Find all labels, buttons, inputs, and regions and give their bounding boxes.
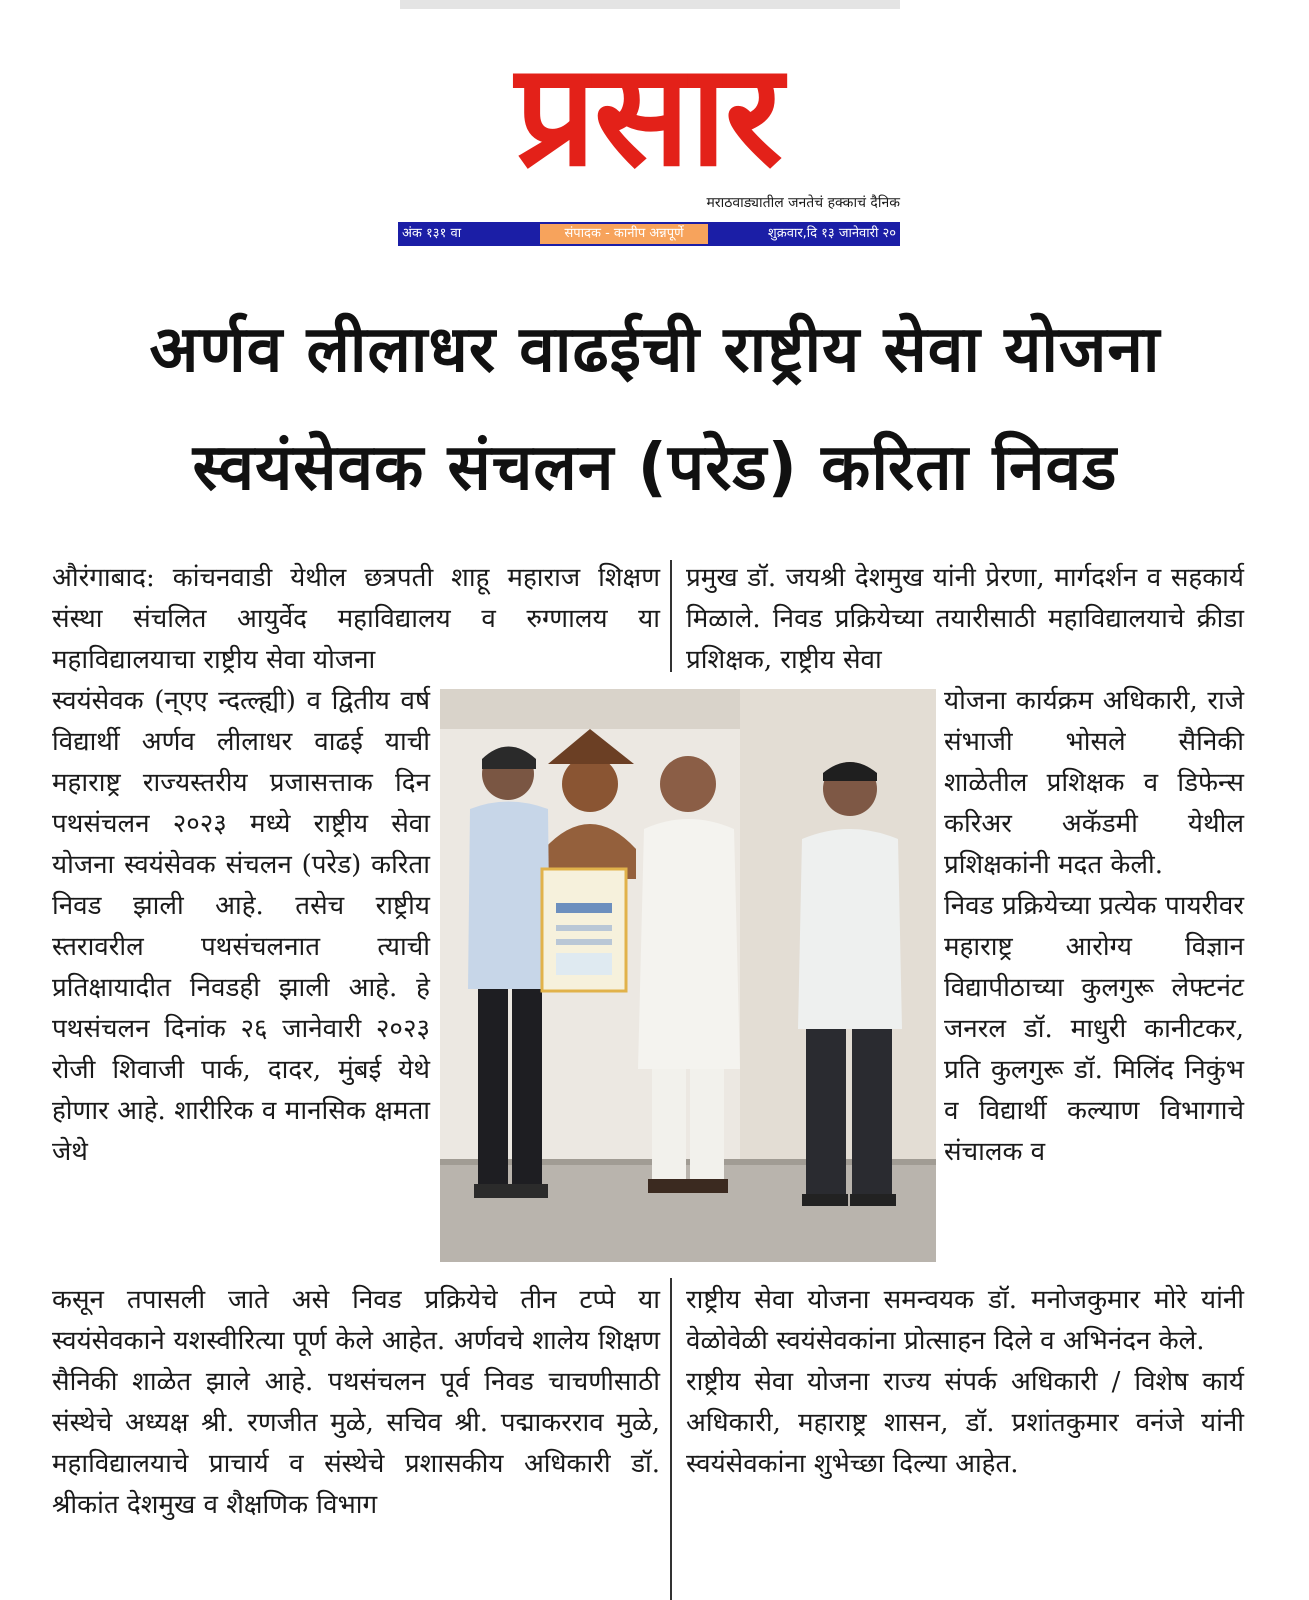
headline-line-2: स्वयंसेवक संचलन (परेड) करिता निवड	[192, 431, 1118, 505]
paragraph: निवड प्रक्रियेच्या प्रत्येक पायरीवर महाराष्ट्र आरोग्य विज्ञान विद्यापीठाच्या कुलगुरू लेफ्टनंट जनरल डॉ. माधुरी कानीटकर, प्रति कुलगुरू डॉ. मिलिंद निकुंभ व विद्यार्थी कल्याण विभागाचे संचालक व	[944, 891, 1244, 1167]
article-text-right-top	[686, 558, 1244, 681]
masthead-info-bar	[398, 222, 900, 246]
column-divider	[670, 1278, 672, 1600]
issue-number: अंक १३१ वा	[402, 226, 462, 241]
photo-illustration	[440, 689, 936, 1262]
issue-date: शुक्रवार,दि १३ जानेवारी २०	[767, 226, 896, 241]
article-text-left-top	[52, 558, 660, 681]
top-strip	[400, 0, 900, 9]
paragraph: राष्ट्रीय सेवा योजना समन्वयक डॉ. मनोजकुमार मोरे यांनी वेळोवेळी स्वयंसेवकांना प्रोत्साहन दिले व अभिनंदन केले.	[686, 1285, 1244, 1356]
article-text-left-bottom	[52, 1280, 660, 1526]
column-divider	[670, 560, 672, 672]
article-text-right-bottom	[686, 1280, 1244, 1485]
headline-line-1: अर्णव लीलाधर वाढईची राष्ट्रीय सेवा योजना	[149, 313, 1161, 387]
article-text-right-wrap	[944, 681, 1244, 1173]
paragraph: योजना कार्यक्रम अधिकारी, राजे संभाजी भोसले सैनिकी शाळेतील प्रशिक्षक व डिफेन्स करिअर अकॅडमी येथील प्रशिक्षकांनी मदत केली.	[944, 686, 1244, 880]
newspaper-logo: प्रसार	[515, 33, 781, 198]
paragraph: कसून तपासली जाते असे निवड प्रक्रियेचे तीन टप्पे या स्वयंसेवकाने यशस्वीरित्या पूर्ण केले आहेत. अर्णवचे शालेय शिक्षण सैनिकी शाळेत झाले आहे. पथसंचलन पूर्व निवड चाचणीसाठी संस्थेचे अध्यक्ष श्री. रणजीत मुळे, सचिव श्री. पद्माकरराव मुळे, महाविद्यालयाचे प्राचार्य व संस्थेचे प्रशासकीय अधिकारी डॉ. श्रीकांत देशमुख व शैक्षणिक विभाग	[52, 1285, 660, 1520]
paragraph: प्रमुख डॉ. जयश्री देशमुख यांनी प्रेरणा, मार्गदर्शन व सहकार्य मिळाले. निवड प्रक्रियेच्या तयारीसाठी महाविद्यालयाचे क्रीडा प्रशिक्षक, राष्ट्रीय सेवा	[686, 563, 1244, 675]
editor-name: संपादक - कानीप अन्नपूर्णे	[540, 224, 708, 244]
newspaper-tagline: मराठवाड्यातील जनतेचं हक्काचं दैनिक	[706, 195, 900, 211]
paragraph: स्वयंसेवक (न्एए न्दत्ल्ह्यी) व द्वितीय वर्ष विद्यार्थी अर्णव लीलाधर वाढई याची महाराष्ट्र राज्यस्तरीय प्रजासत्ताक दिन पथसंचलन २०२३ मध्ये राष्ट्रीय सेवा योजना स्वयंसेवक संचलन (परेड) करिता निवड झाली आहे. तसेच राष्ट्रीय स्तरावरील पथसंचलनात त्याची प्रतिक्षायादीत निवडही झाली आहे. हे पथसंचलन दिनांक २६ जानेवारी २०२३ रोजी शिवाजी पार्क, दादर, मुंबई येथे होणार आहे. शारीरिक व मानसिक क्षमता जेथे	[52, 686, 430, 1167]
article-text-left-wrap	[52, 681, 430, 1173]
paragraph: औरंगाबाद: कांचनवाडी येथील छत्रपती शाहू महाराज शिक्षण संस्था संचलित आयुर्वेद महाविद्यालय व रुग्णालय या महाविद्यालयाचा राष्ट्रीय सेवा योजना	[52, 563, 660, 675]
article-photo	[440, 689, 936, 1262]
paragraph: राष्ट्रीय सेवा योजना राज्य संपर्क अधिकारी / विशेष कार्य अधिकारी, महाराष्ट्र शासन, डॉ. प्रशांतकुमार वनंजे यांनी स्वयंसेवकांना शुभेच्छा दिल्या आहेत.	[686, 1367, 1244, 1479]
